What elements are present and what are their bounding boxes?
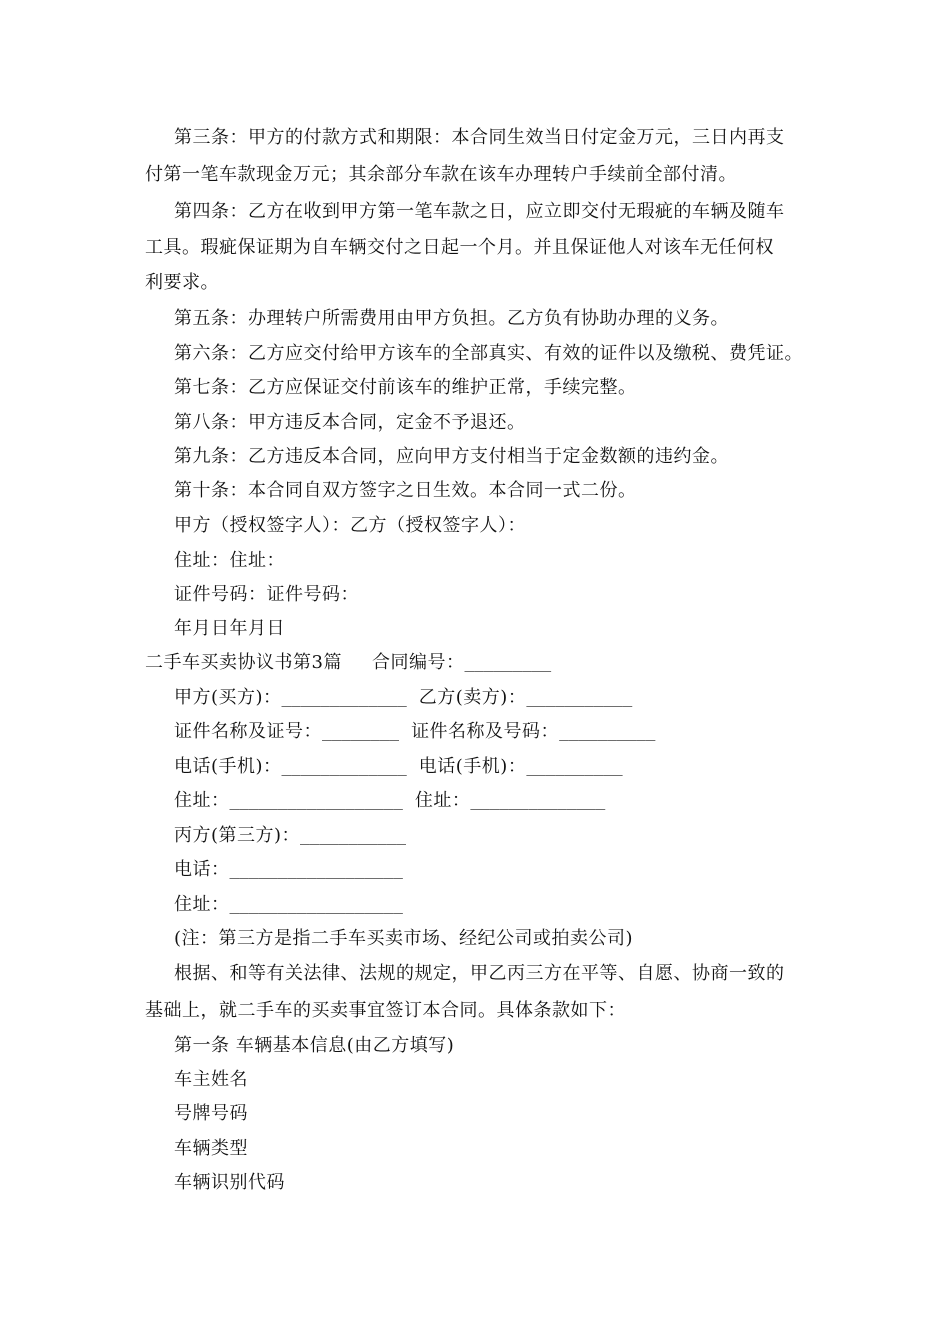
party-a-label: 甲方(买方)：	[174, 687, 282, 708]
id-a-label: 证件名称及证号：	[174, 721, 322, 742]
article-1-title: 第一条 车辆基本信息(由乙方填写)	[174, 1035, 455, 1056]
phone-c-row	[174, 858, 403, 882]
phone-row	[174, 755, 623, 779]
clause-5: 第五条：办理转户所需费用由甲方负担。乙方负有协助办理的义务。	[174, 308, 729, 329]
address-c-label: 住址：	[174, 894, 230, 915]
third-party-note: (注：第三方是指二手车买卖市场、经纪公司或拍卖公司)	[174, 928, 634, 949]
party-c-row	[174, 824, 406, 848]
address-b-label: 住址：	[414, 790, 471, 811]
party-b-blank[interactable]: ___________	[526, 688, 633, 707]
clause-4-line-1: 第四条：乙方在收到甲方第一笔车款之日，应立即交付无瑕疵的车辆及随车	[174, 201, 785, 222]
clause-6: 第六条：乙方应交付给甲方该车的全部真实、有效的证件以及缴税、费凭证。	[174, 343, 803, 364]
contract-number-blank[interactable]: _________	[464, 653, 552, 672]
clause-4-line-2: 工具。瑕疵保证期为自车辆交付之日起一个月。并且保证他人对该车无任何权	[145, 237, 774, 258]
signature-parties: 甲方（授权签字人）：乙方（授权签字人）：	[174, 515, 526, 536]
intro-line-1: 根据、和等有关法律、法规的规定，甲乙丙三方在平等、自愿、协商一致的	[174, 963, 785, 984]
address-row	[174, 789, 605, 813]
field-owner-name: 车主姓名	[174, 1069, 248, 1090]
clause-4-line-3: 利要求。	[145, 272, 219, 293]
clause-10: 第十条：本合同自双方签字之日生效。本合同一式二份。	[174, 480, 637, 501]
phone-a-blank[interactable]: _____________	[281, 757, 407, 776]
address-a-blank[interactable]: __________________	[229, 791, 403, 810]
id-b-label: 证件名称及号码：	[411, 721, 560, 742]
clause-3-line-2: 付第一笔车款现金万元；其余部分车款在该车办理转户手续前全部付清。	[145, 164, 737, 185]
party-a-blank[interactable]: _____________	[281, 688, 407, 707]
clause-8: 第八条：甲方违反本合同，定金不予退还。	[174, 412, 526, 433]
address-c-row	[174, 893, 403, 917]
section-title: 二手车买卖协议书第3篇	[145, 652, 342, 673]
id-a-blank[interactable]: ________	[322, 722, 400, 741]
address-a-label: 住址：	[174, 790, 230, 811]
id-row	[174, 720, 655, 744]
clause-3-line-1: 第三条：甲方的付款方式和期限：本合同生效当日付定金万元，三日内再支	[174, 127, 785, 148]
signature-address: 住址：住址：	[174, 550, 285, 571]
address-c-blank[interactable]: __________________	[229, 895, 403, 914]
phone-b-label: 电话(手机)：	[418, 756, 527, 777]
field-vehicle-type: 车辆类型	[174, 1138, 248, 1159]
party-a-b-row	[174, 686, 632, 710]
field-plate-number: 号牌号码	[174, 1103, 248, 1124]
address-b-blank[interactable]: ______________	[470, 791, 606, 810]
phone-b-blank[interactable]: __________	[526, 757, 623, 776]
signature-date: 年月日年月日	[174, 618, 285, 639]
field-vin: 车辆识别代码	[174, 1172, 285, 1193]
phone-c-label: 电话：	[174, 859, 230, 880]
section-3-header	[145, 651, 551, 675]
clause-7: 第七条：乙方应保证交付前该车的维护正常，手续完整。	[174, 377, 637, 398]
id-b-blank[interactable]: __________	[559, 722, 656, 741]
phone-c-blank[interactable]: __________________	[229, 860, 403, 879]
phone-a-label: 电话(手机)：	[174, 756, 282, 777]
intro-line-2: 基础上，就二手车的买卖事宜签订本合同。具体条款如下：	[145, 1000, 626, 1021]
signature-id-number: 证件号码：证件号码：	[174, 584, 359, 605]
contract-number-label: 合同编号：	[371, 652, 465, 673]
party-b-label: 乙方(卖方)：	[418, 687, 527, 708]
party-c-label: 丙方(第三方)：	[174, 825, 301, 846]
clause-9: 第九条：乙方违反本合同，应向甲方支付相当于定金数额的违约金。	[174, 446, 729, 467]
party-c-blank[interactable]: ___________	[300, 826, 407, 845]
